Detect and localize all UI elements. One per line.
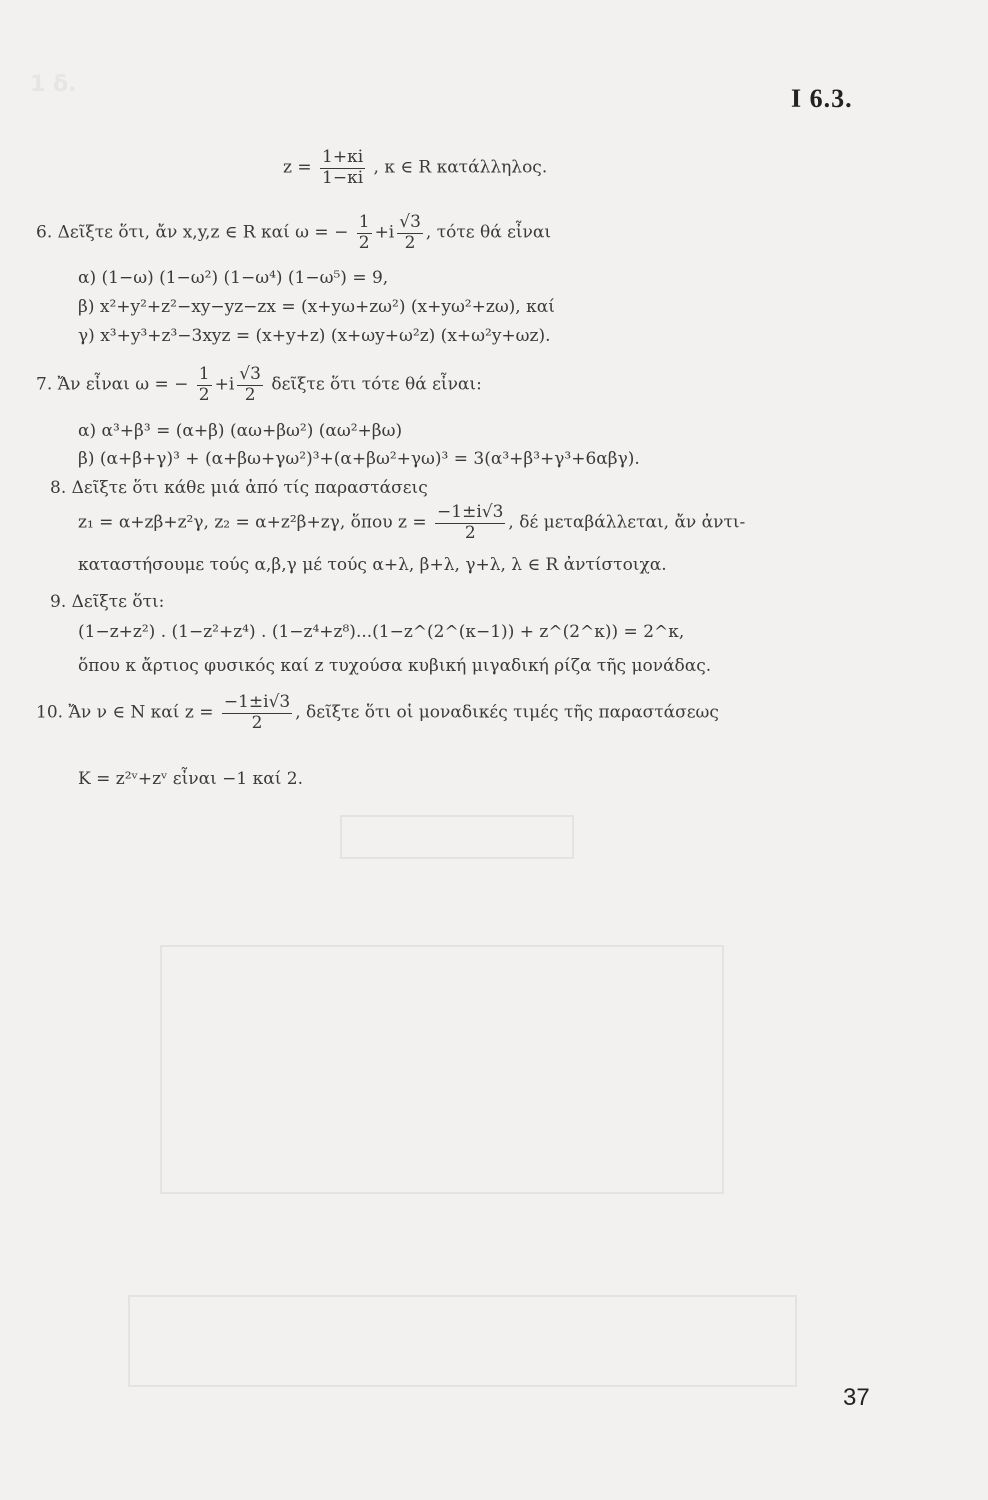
problem-tail: , δέ μεταβάλλεται, ἄν ἀντι- bbox=[508, 512, 746, 533]
frac-num: −1±i√3 bbox=[223, 692, 291, 712]
problem-9-statement bbox=[50, 592, 164, 612]
frac-num: √3 bbox=[239, 364, 261, 384]
intro-prefix: z = bbox=[283, 157, 312, 178]
problem-tail: δεῖξτε ὅτι τότε θά εἶναι: bbox=[271, 374, 482, 395]
problem-number: 6. bbox=[36, 222, 53, 243]
frac-den: 2 bbox=[244, 384, 256, 405]
ghost-box bbox=[128, 1295, 797, 1387]
frac-den: 2 bbox=[358, 232, 370, 253]
problem-lead: Δεῖξτε ὅτι κάθε μιά ἀπό τίς παραστάσεις bbox=[71, 478, 428, 498]
problem-6-part-c: γ) x³+y³+z³−3xyz = (x+y+z) (x+ωy+ω²z) (x+ω²y+ωz). bbox=[78, 326, 551, 346]
problem-6-part-a: α) (1−ω) (1−ω²) (1−ω⁴) (1−ω⁵) = 9, bbox=[78, 268, 389, 288]
problem-10-result: K = z²ᵛ+zᵛ εἶναι −1 καί 2. bbox=[78, 769, 304, 789]
intro-line bbox=[283, 148, 547, 188]
fraction-1-2 bbox=[357, 213, 372, 253]
problem-tail: , τότε θά εἶναι bbox=[425, 222, 552, 243]
frac-den: 2 bbox=[198, 384, 210, 405]
fraction-sqrt3-2 bbox=[397, 213, 423, 253]
frac-den: 2 bbox=[464, 522, 476, 543]
frac-den: 2 bbox=[404, 232, 416, 253]
problem-8-continuation: καταστήσουμε τούς α,β,γ μέ τούς α+λ, β+λ, γ+λ, λ ∈ R ἀντίστοιχα. bbox=[78, 555, 667, 575]
problem-number: 7. bbox=[36, 374, 53, 395]
problem-number: 10. bbox=[36, 702, 64, 723]
section-label: Ι 6.3. bbox=[791, 84, 853, 113]
problem-9-note: ὅπου κ ἄρτιος φυσικός καί z τυχούσα κυβική μιγαδική ρίζα τῆς μονάδας. bbox=[78, 656, 712, 676]
problem-7-statement bbox=[36, 365, 482, 405]
fraction-root bbox=[435, 503, 505, 543]
ghost-box bbox=[340, 815, 574, 859]
problem-10-statement bbox=[36, 693, 719, 733]
problem-number: 8. bbox=[50, 478, 67, 498]
fraction-1-2 bbox=[197, 365, 212, 405]
fraction-sqrt3-2 bbox=[237, 365, 263, 405]
intro-fraction bbox=[320, 148, 365, 188]
problem-lead: Ἄν ν ∈ N καί z = bbox=[68, 702, 214, 723]
imag-unit: +i bbox=[214, 374, 235, 395]
problem-8-statement bbox=[50, 478, 428, 498]
intro-num: 1+κi bbox=[322, 147, 364, 167]
problem-lead: Ἄν εἶναι ω = − bbox=[57, 374, 189, 395]
problem-7-part-a: α) α³+β³ = (α+β) (αω+βω²) (αω²+βω) bbox=[78, 421, 403, 441]
frac-den: 2 bbox=[251, 712, 263, 733]
problem-8-expression bbox=[78, 503, 745, 543]
expr: z₁ = α+zβ+z²γ, z₂ = α+z²β+zγ, ὅπου z = bbox=[78, 512, 427, 533]
problem-lead: Δεῖξτε ὅτι: bbox=[71, 592, 165, 612]
intro-den: 1−κi bbox=[322, 167, 364, 188]
problem-number: 9. bbox=[50, 592, 67, 612]
frac-num: −1±i√3 bbox=[437, 502, 504, 522]
problem-9-expression: (1−z+z²) . (1−z²+z⁴) . (1−z⁴+z⁸)...(1−z^(2^(κ−1)) + z^(2^κ)) = 2^κ, bbox=[78, 622, 685, 642]
problem-7-part-b: β) (α+β+γ)³ + (α+βω+γω²)³+(α+βω²+γω)³ = 3(α³+β³+γ³+6αβγ). bbox=[78, 449, 640, 469]
ghost-box bbox=[160, 945, 724, 1194]
frac-num: √3 bbox=[399, 212, 421, 232]
fraction-root bbox=[222, 693, 292, 733]
frac-num: 1 bbox=[358, 212, 370, 232]
problem-tail: , δεῖξτε ὅτι οἱ μοναδικές τιμές τῆς παραστάσεως bbox=[295, 702, 719, 723]
problem-6-part-b: β) x²+y²+z²−xy−yz−zx = (x+yω+zω²) (x+yω²+zω), καί bbox=[78, 297, 555, 317]
problem-6-statement bbox=[36, 213, 551, 253]
frac-num: 1 bbox=[198, 364, 210, 384]
problem-lead: Δεῖξτε ὅτι, ἄν x,y,z ∈ R καί ω = − bbox=[57, 222, 349, 243]
imag-unit: +i bbox=[374, 222, 395, 243]
intro-tail: , κ ∈ R κατάλληλος. bbox=[373, 157, 548, 178]
ghost-mark: 1 δ. bbox=[30, 72, 77, 97]
page-number: 37 bbox=[843, 1384, 870, 1411]
